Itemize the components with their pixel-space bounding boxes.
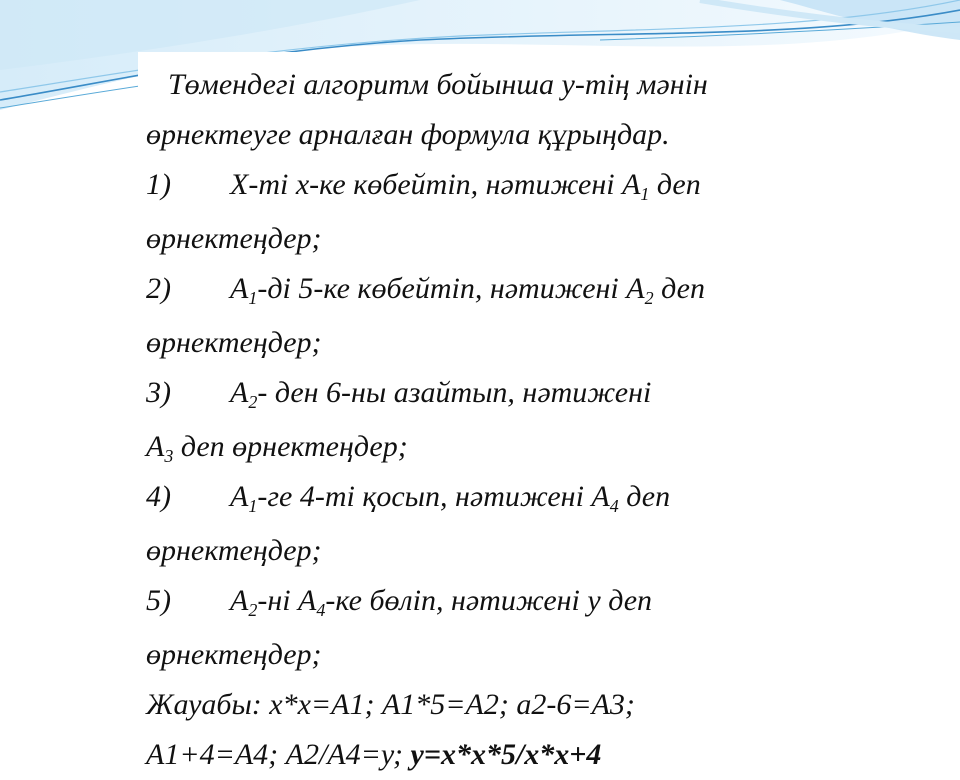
step-3: 3) $А_2-$ ден 6-ны азайтып, нәтижені [146,368,856,422]
step-1: 1) Х-ті х-ке көбейтіп, нәтижені $А_1$ деп [146,160,856,214]
step-2-cont: өрнектеңдер; [146,326,322,359]
task-text [146,60,856,780]
step-2: 2) $А_1-ді$ 5-ке көбейтіп, нәтижені $А_2$ деп [146,264,856,318]
intro-line-1: Төмендегі алгоритм бойынша у-тің мәнін [168,68,708,101]
answer-line-2: А1+4=А4; А2/А4=у; у=х*х*5/х*х+4 [146,738,602,771]
step-number: 3) [146,376,171,409]
step-number: 1) [146,168,171,201]
answer-line-1: Жауабы: х*х=А1; А1*5=А2; а2-6=А3; [146,688,635,721]
step-5-cont: өрнектеңдер; [146,638,322,671]
step-4: 4) $А_1-ге$ 4-ті қосып, нәтижені $А_4$ деп [146,472,856,526]
intro-line-2: өрнектеуге арналған формула құрыңдар. [146,118,670,151]
step-5: 5) $А_2-ні$ $А_4-ке$ бөліп, нәтижені у деп [146,576,856,630]
step-3-cont: $А_3$ деп өрнектеңдер; [146,430,408,466]
final-formula: у=х*х*5/х*х+4 [410,738,602,771]
step-number: 5) [146,584,171,617]
step-number: 2) [146,272,171,305]
step-number: 4) [146,480,171,513]
step-4-cont: өрнектеңдер; [146,534,322,567]
step-1-cont: өрнектеңдер; [146,222,322,255]
